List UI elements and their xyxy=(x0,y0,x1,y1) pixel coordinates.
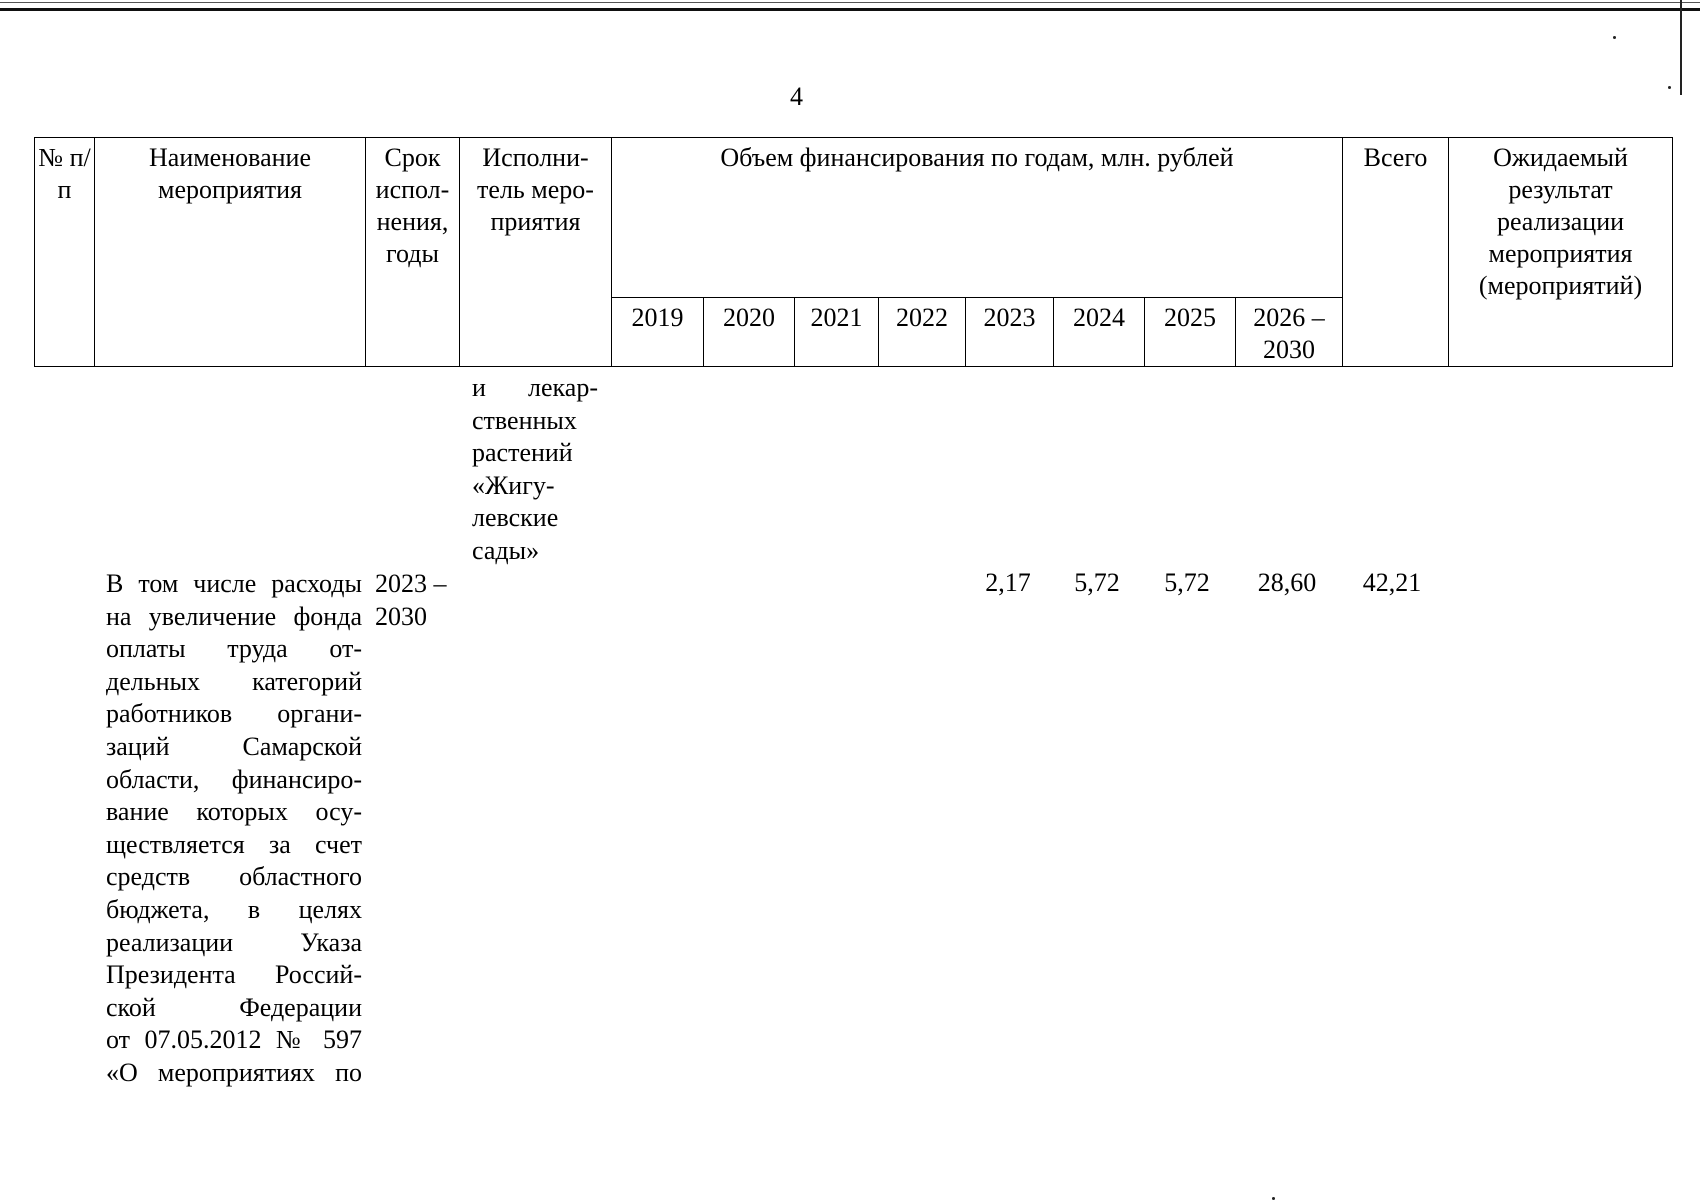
header-term: Срок испол-нения, годы xyxy=(366,138,460,367)
executor-line: левские xyxy=(472,503,559,533)
header-funding: Объем финансирования по годам, млн. рублей xyxy=(612,138,1343,298)
header-year: 2022 xyxy=(879,298,966,367)
row-name-line: на увеличение фонда xyxy=(106,601,362,631)
value-2025: 5,72 xyxy=(1164,568,1210,597)
row-name-line: Президента Россий- xyxy=(106,960,362,990)
header-year: 2023 xyxy=(966,298,1054,367)
header-executor: Исполни-тель меро-приятия xyxy=(460,138,612,367)
scan-speck xyxy=(1613,36,1616,39)
row-name xyxy=(106,568,362,1090)
row-name-line: работников органи- xyxy=(106,699,362,729)
header-year: 2025 xyxy=(1145,298,1236,367)
row-term: 2023 – 2030 xyxy=(375,569,447,631)
value-2023: 2,17 xyxy=(985,568,1031,597)
executor-continuation xyxy=(472,372,598,568)
header-year: 2019 xyxy=(612,298,704,367)
row-name-line: вание которых осу- xyxy=(106,797,362,827)
value-2024: 5,72 xyxy=(1074,568,1120,597)
header-name: Наименование мероприятия xyxy=(95,138,366,367)
header-year: 2026 – 2030 xyxy=(1236,298,1343,367)
executor-line: ственных xyxy=(472,405,577,435)
row-name-line: «О мероприятиях по xyxy=(106,1057,362,1087)
row-name-line: оплаты труда от- xyxy=(106,634,362,664)
page-number: 4 xyxy=(790,82,803,111)
row-name-line: В том числе расходы xyxy=(106,569,362,598)
header-year: 2021 xyxy=(795,298,879,367)
header-year: 2020 xyxy=(704,298,795,367)
executor-line: «Жигу- xyxy=(472,470,555,500)
header-num: № п/п xyxy=(35,138,95,367)
executor-line: сады» xyxy=(472,535,540,565)
scan-artifact-line xyxy=(0,2,1700,3)
row-name-line: средств областного xyxy=(106,862,362,892)
value-total: 42,21 xyxy=(1362,568,1422,597)
row-name-line: реализации Указа xyxy=(106,927,362,957)
row-name-line: заций Самарской xyxy=(106,731,362,761)
row-name-line: ской Федерации xyxy=(106,992,362,1022)
row-name-line: области, финансиро- xyxy=(106,764,362,794)
executor-line: и лекар- xyxy=(472,373,598,402)
table-header xyxy=(34,137,1673,367)
row-name-line: дельных категорий xyxy=(106,666,362,696)
header-total: Всего xyxy=(1343,138,1449,367)
scan-speck xyxy=(1668,86,1671,89)
row-name-line: бюджета, в целях xyxy=(106,894,362,924)
header-year: 2024 xyxy=(1054,298,1145,367)
row-name-line: ществляется за счет xyxy=(106,829,362,859)
value-2026-2030: 28,60 xyxy=(1257,568,1317,597)
scan-artifact-edge xyxy=(1680,0,1682,95)
header-result: Ожидаемый результат реализации мероприятия (мероприятий) xyxy=(1449,138,1673,367)
executor-line: растений xyxy=(472,438,573,468)
scan-artifact-border xyxy=(0,8,1700,11)
row-name-line: от 07.05.2012 № 597 xyxy=(106,1025,362,1055)
